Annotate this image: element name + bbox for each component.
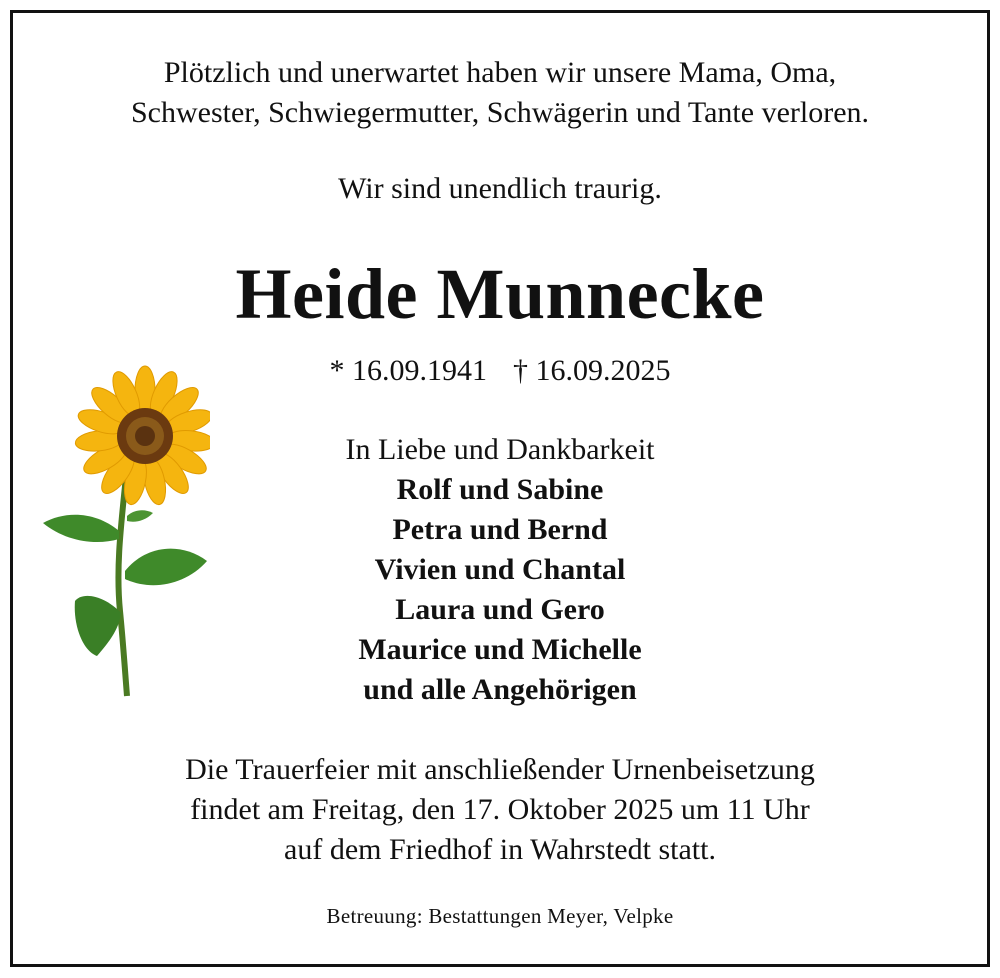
intro-line-2: Schwester, Schwiegermutter, Schwägerin und Tante verloren. [130,96,870,129]
undertaker-credit: Betreuung: Bestattungen Meyer, Velpke [326,904,674,928]
mourner-entry: Petra und Bernd [392,513,608,546]
mourner-entry: Maurice und Michelle [358,633,642,666]
birth-date: * 16.09.1941 [329,354,487,387]
death-date: † 16.09.2025 [513,354,671,387]
deceased-name: Heide Munnecke [235,254,765,334]
obituary-notice [10,10,990,967]
funeral-line-1: Die Trauerfeier mit anschließender Urnenbeisetzung [185,753,815,786]
mourner-entry: und alle Angehörigen [363,673,637,706]
mourners-list [13,470,987,710]
funeral-details [13,750,987,870]
mourner-entry: Vivien und Chantal [374,553,626,586]
mourner-entry: Rolf und Sabine [396,473,604,506]
intro-text [13,53,987,133]
funeral-line-3: auf dem Friedhof in Wahrstedt statt. [284,833,716,866]
dedication-text: In Liebe und Dankbarkeit [345,433,655,466]
mourner-entry: Laura und Gero [395,593,605,626]
intro-line-1: Plötzlich und unerwartet haben wir unsere Mama, Oma, [163,56,837,89]
funeral-line-2: findet am Freitag, den 17. Oktober 2025 um 11 Uhr [190,793,810,826]
sadness-text: Wir sind unendlich traurig. [338,172,662,205]
